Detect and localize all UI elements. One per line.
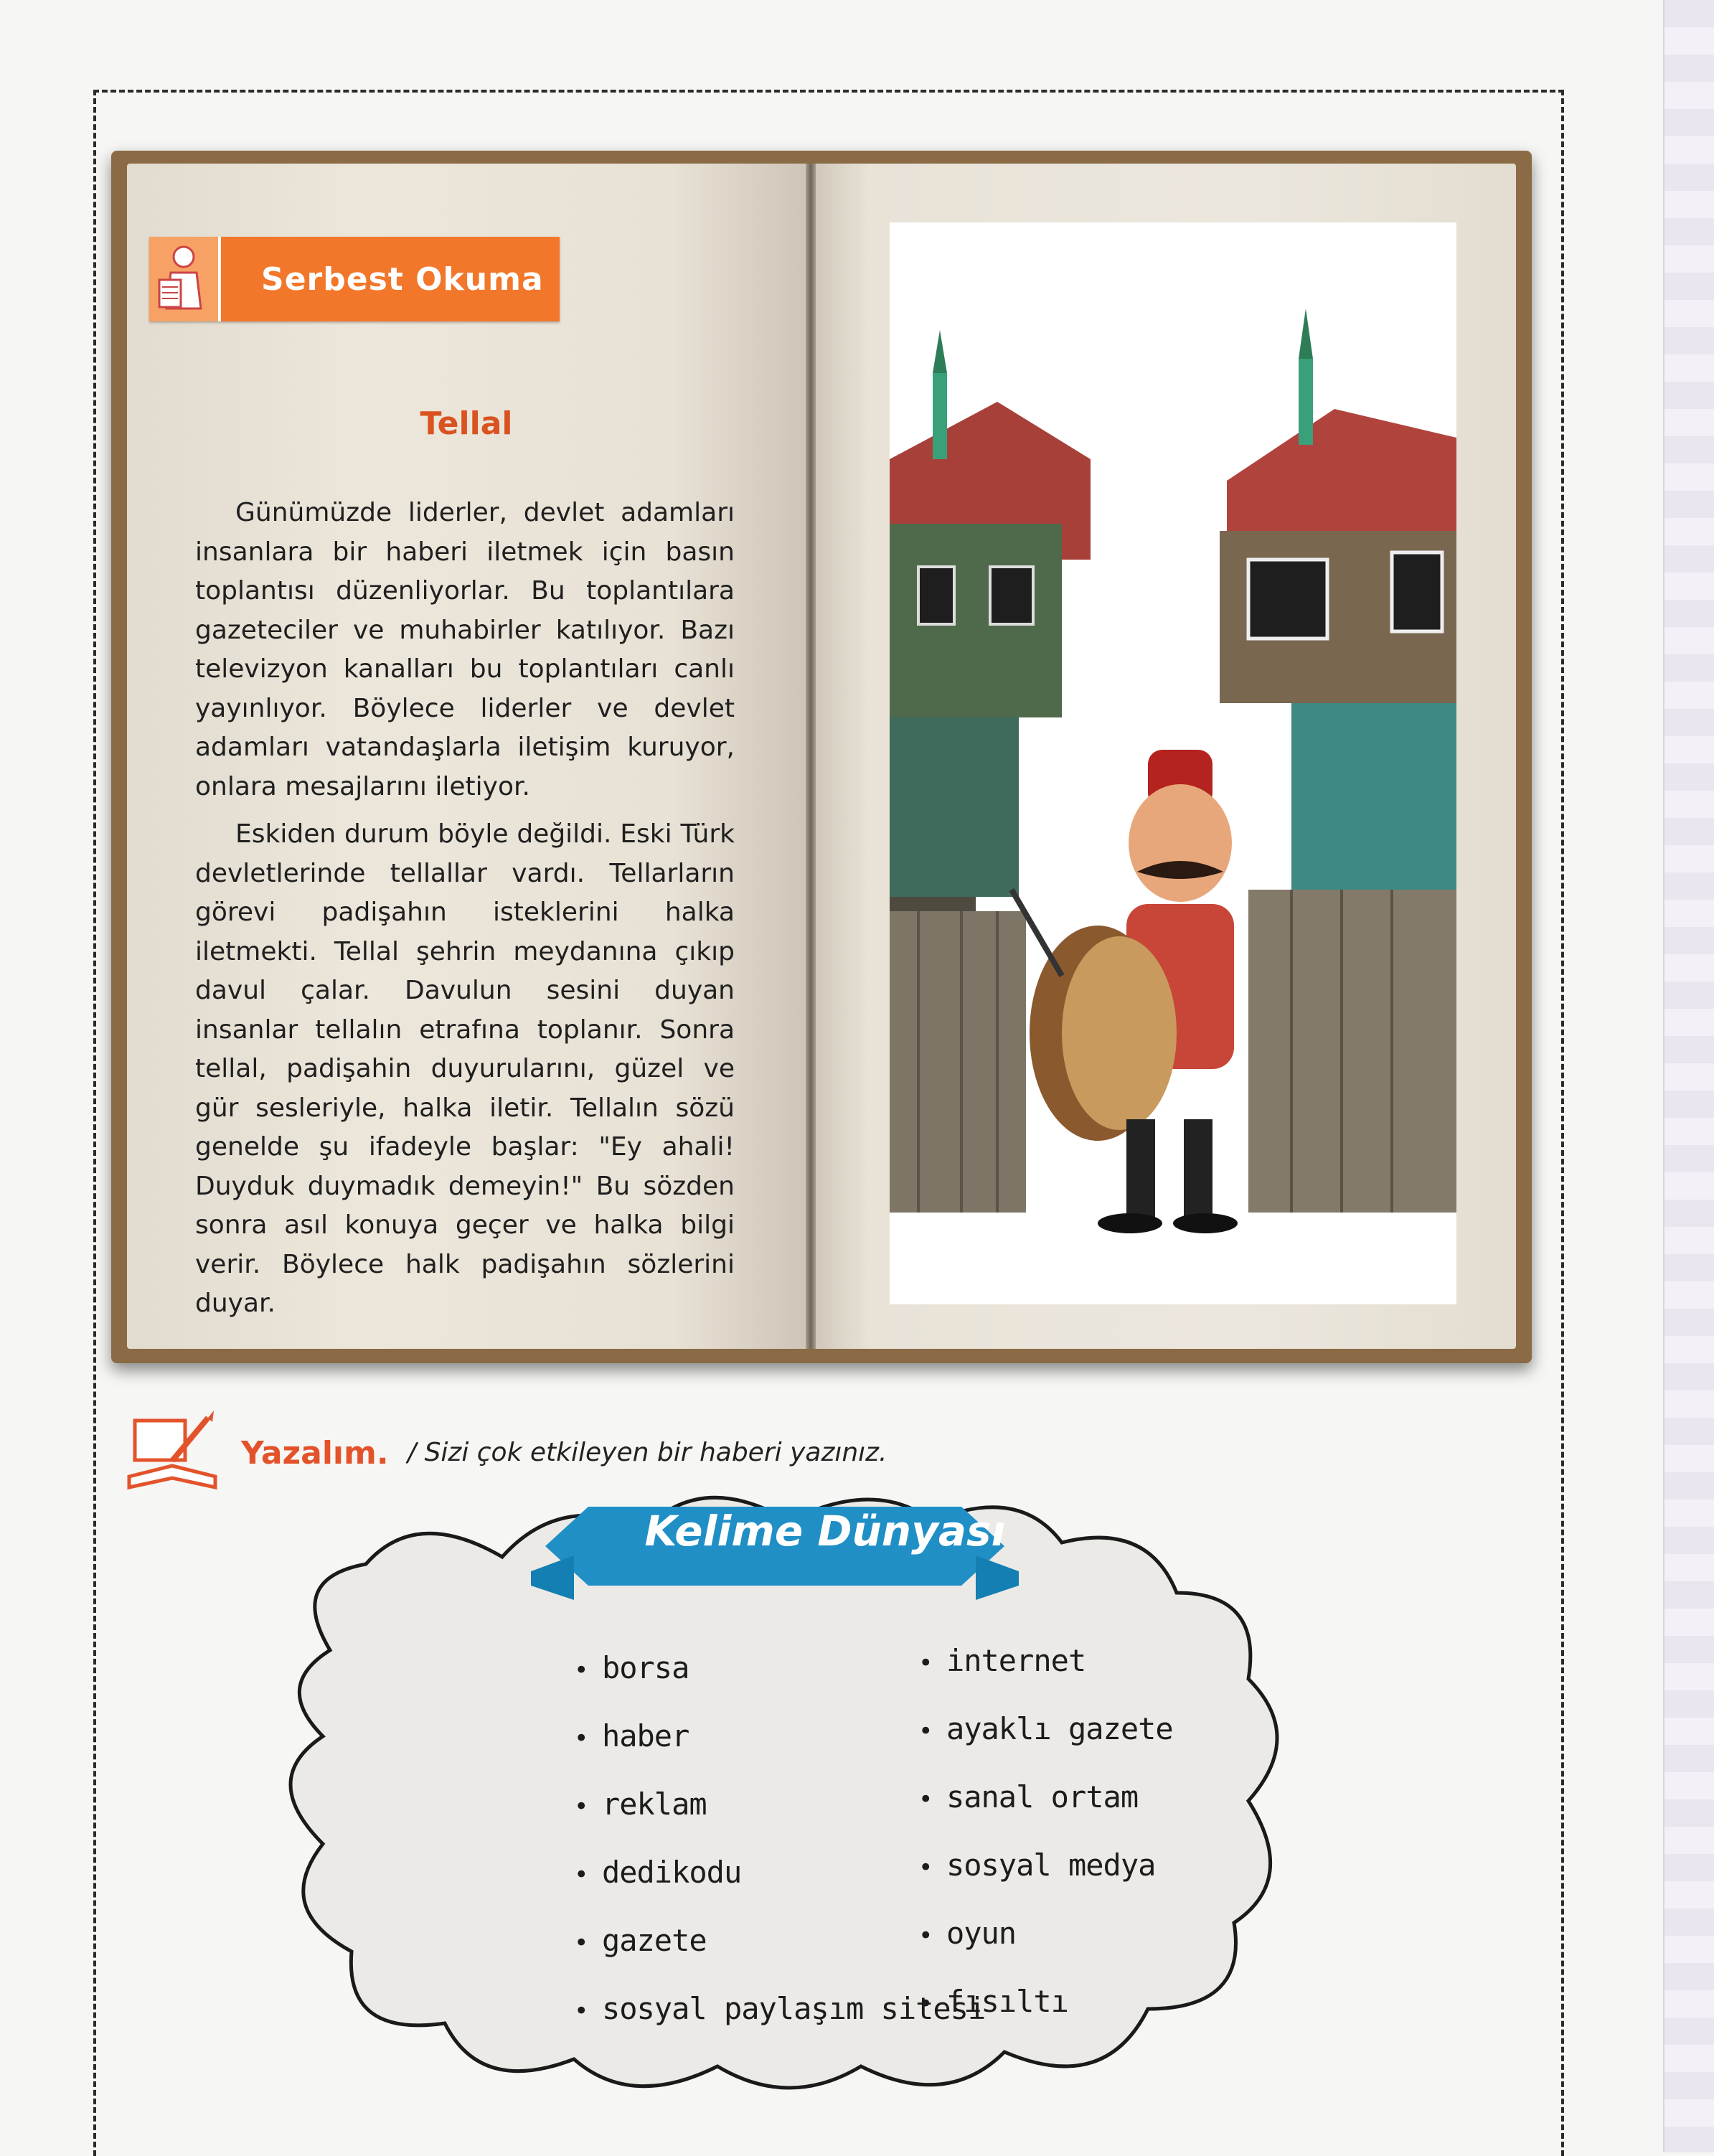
word-item: • internet [918,1643,1086,1678]
page-edge-strip [1663,0,1714,2152]
word-item: • ayaklı gazete [918,1711,1173,1746]
writing-instruction: / Sizi çok etkileyen bir haberi yazınız. [408,1438,887,1467]
writing-label: Yazalım. [241,1435,389,1472]
story-paragraph: Günümüzde liderler, devlet adamları insanlara bir haberi iletmek için basın toplantısı düzenliyorlar. Bu toplantılara gazeteciler ve muhabirler katılıyor. Bazı televizyon kanalları bu toplantıları canlı yayınlıyor. Böylece liderler ve devlet adamları vatandaşlarla iletişim kuruyor, onlara mesajlarını iletiyor. [195,498,735,801]
word-item: • borsa [574,1650,689,1685]
writing-icon [122,1405,222,1491]
word-item: • reklam [574,1787,707,1822]
word-world-cloud [244,1478,1406,2124]
word-item: • sanal ortam [918,1779,1138,1814]
book-spine [806,164,816,1349]
word-item: • gazete [574,1923,707,1958]
word-item: • sosyal medya [918,1847,1155,1883]
story-title: Tellal [420,405,513,442]
drum-face [1062,936,1177,1130]
left-house-wall [890,524,1062,717]
word-item: • fısıltı [918,1984,1068,2019]
reader-icon [149,237,221,321]
town-crier-illustration [890,222,1456,1304]
word-item: • sosyal paylaşım sitesi [574,1991,985,2026]
word-item: • haber [574,1718,689,1753]
free-reading-label: Serbest Okuma [261,260,544,298]
face [1129,784,1232,902]
story-paragraph: Eskiden durum böyle değildi. Eski Türk devletlerinde tellallar vardı. Tellarların görevi padişahın isteklerini halka iletmekti. Tellal şehrin meydanına çıkıp davul çalar. Davulun sesini duyan insanlar tellalın etrafına toplanır. Sonra tellal, padişahin duyurularını, güzel ve gür sesleriyle, halka iletir. Tellalın sözü genelde şu ifadeyle başlar: "Ey ahali! Duyduk duymadık demeyin!" Bu sözden sonra asıl konuya geçer ve halka bilgi verir. Böylece halk padişahın sözlerini duyar. [195,819,735,1318]
word-item: • oyun [918,1916,1016,1951]
story-text [195,494,735,1324]
free-reading-badge [149,237,560,321]
word-item: • dedikodu [574,1855,741,1890]
word-world-title: Kelime Dünyası [644,1507,1006,1555]
